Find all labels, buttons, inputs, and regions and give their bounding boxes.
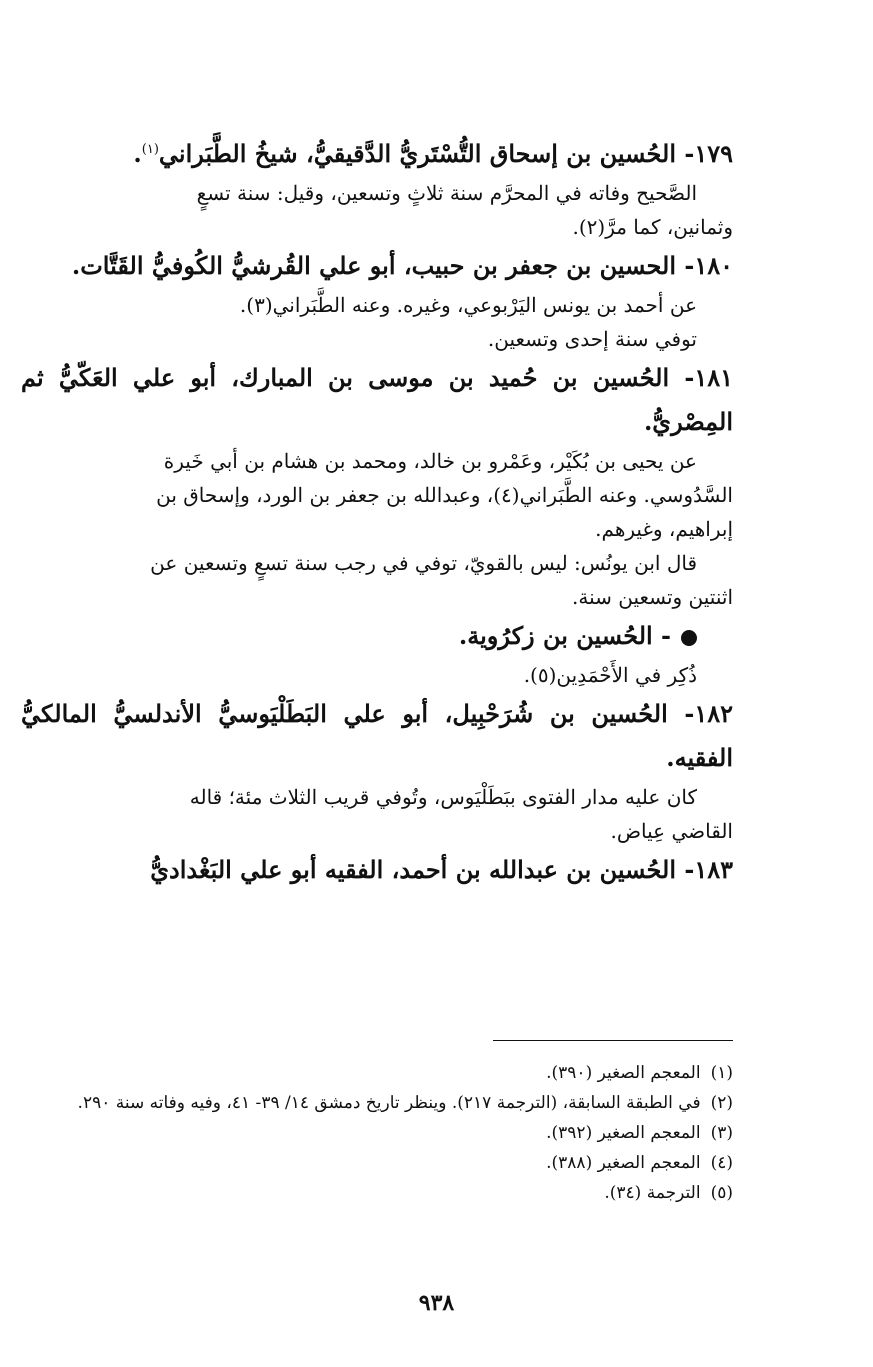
entry-heading: ١٨٢- الحُسين بن شُرَحْبِيل، أبو علي البَطَلْيَوسيُّ الأندلسيُّ المالكيُّ الفقيه. [21, 699, 733, 772]
footnote-2 [21, 1088, 733, 1118]
footnote-text: المعجم الصغير (٣٨٨). [546, 1153, 701, 1173]
entry-heading: ١٨١- الحُسين بن حُميد بن موسى بن المبارك، أبو علي العَكّيُّ ثم المِصْريُّ. [21, 363, 733, 436]
entry-heading-end: . [133, 139, 142, 168]
footnote-text: في الطبقة السابقة، (الترجمة ٢١٧). وينظر تاريخ دمشق ١٤/ ٣٩- ٤١، وفيه وفاته سنة ٢٩٠. [77, 1093, 701, 1113]
entry-text-line: القاضي عِياض. [610, 819, 733, 843]
footnotes [21, 1058, 733, 1208]
bullet-icon [681, 630, 697, 646]
footnote-divider [493, 1040, 733, 1041]
footnote-1 [21, 1058, 733, 1088]
entry-text-line: توفي سنة إحدى وتسعين. [487, 327, 697, 351]
footnote-5 [21, 1178, 733, 1208]
footnote-text: المعجم الصغير (٣٩٠). [546, 1063, 701, 1083]
footnote-text: المعجم الصغير (٣٩٢). [546, 1123, 701, 1143]
footnote-number: (٤) [710, 1153, 733, 1173]
entry-181 [21, 356, 733, 614]
entry-180 [21, 244, 733, 356]
footnote-4 [21, 1148, 733, 1178]
footnote-text: الترجمة (٣٤). [604, 1183, 701, 1203]
footnote-ref[interactable]: (١) [141, 142, 159, 157]
footnote-number: (٥) [710, 1183, 733, 1203]
entry-heading [21, 614, 733, 658]
footnote-number: (٢) [710, 1093, 733, 1113]
footnote-number: (١) [710, 1063, 733, 1083]
page-number: ٩٣٨ [418, 1290, 455, 1316]
entry-text-line: ذُكِر في الأَحْمَدِين(٥). [523, 663, 697, 687]
entry-text-line: وثمانين، كما مرَّ(٢). [572, 215, 733, 239]
entry-text-line: كان عليه مدار الفتوى ببَطَلْيَوس، وتُوفي قريب الثلاث مئة؛ قاله [189, 785, 697, 809]
entry-text-line: عن يحيى بن بُكَيْر، وعَمْرو بن خالد، ومحمد بن هشام بن أبي خَيرة [163, 449, 697, 473]
entry-text-line: الصَّحيح وفاته في المحرَّم سنة ثلاثٍ وتسعين، وقيل: سنة تسعٍ [196, 181, 697, 205]
entry-heading: ١٨٠- الحسين بن جعفر بن حبيب، أبو علي القُرشيُّ الكُوفيُّ القَتَّات. [71, 251, 733, 280]
entry-182 [21, 692, 733, 848]
entry-text-line: اثنتين وتسعين سنة. [571, 585, 733, 609]
entry-text-line: عن أحمد بن يونس اليَرْبوعي، وغيره. وعنه الطَّبَراني(٣). [239, 293, 697, 317]
footnote-number: (٣) [710, 1123, 733, 1143]
page-body [21, 128, 733, 892]
entry-zakruwayh [21, 614, 733, 692]
entry-text-line: إبراهيم، وغيرهم. [595, 517, 733, 541]
entry-183 [21, 848, 733, 892]
entry-179 [21, 128, 733, 244]
entry-heading [21, 128, 733, 176]
entry-text-line: قال ابن يونُس: ليس بالقويّ، توفي في رجب سنة تسعٍ وتسعين عن [150, 551, 697, 575]
entry-text-line: السَّدُوسي. وعنه الطَّبَراني(٤)، وعبدالله بن جعفر بن الورد، وإسحاق بن [156, 483, 733, 507]
entry-heading: ١٨٣- الحُسين بن عبدالله بن أحمد، الفقيه أبو علي البَغْداديُّ [150, 855, 733, 884]
footnote-3 [21, 1118, 733, 1148]
entry-heading-text: - الحُسين بن زكرُوية. [458, 621, 671, 650]
entry-heading-text: ١٧٩- الحُسين بن إسحاق التُّسْتَريُّ الدَّقيقيُّ، شيخُ الطَّبَراني [158, 139, 733, 168]
